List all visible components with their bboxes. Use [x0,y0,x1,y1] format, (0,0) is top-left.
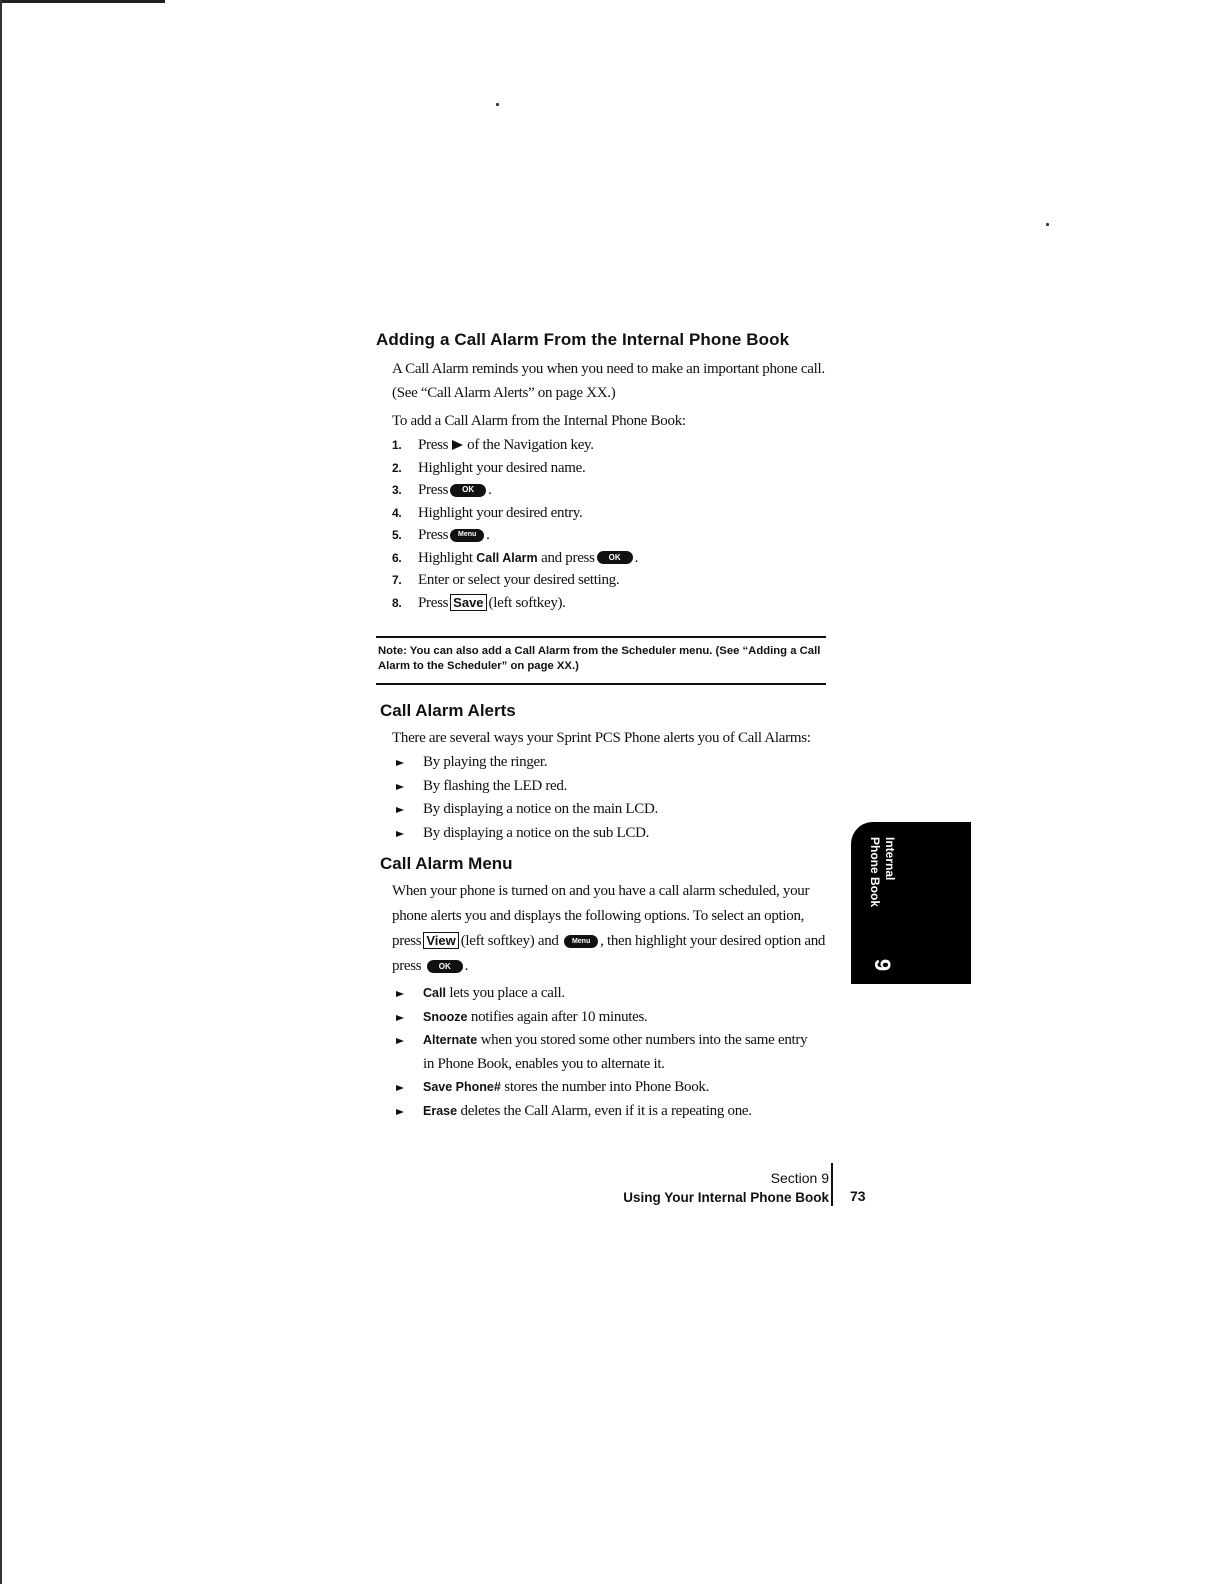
menu-options-list [376,982,831,1123]
menu-key-icon: Menu [564,935,598,948]
bullet-icon [396,807,404,813]
list-item: Snooze notifies again after 10 minutes. [376,1006,831,1030]
list-item: By displaying a notice on the main LCD. [376,798,831,822]
call-alarm-term: Call Alarm [476,550,538,565]
bullet-icon [396,1085,404,1091]
list-item: 4. Highlight your desired entry. [392,504,583,521]
list-item: 2. Highlight your desired name. [392,459,586,476]
bullet-icon [396,760,404,766]
list-item: By flashing the LED red. [376,775,831,799]
scan-speck [496,103,499,106]
menu-key-icon: Menu [450,529,484,542]
scan-left-rule [0,0,2,1584]
ok-key-icon: OK [427,960,463,973]
intro-paragraph: A Call Alarm reminds you when you need to make an important phone call. (See “Call Alarm Alerts” on page XX.) [392,361,825,401]
list-item: Save Phone# stores the number into Phone Book. [376,1076,831,1100]
view-softkey-icon: View [423,932,458,949]
list-item: Alternate when you stored some other numbers into the same entry in Phone Book, enables you to alternate it. [376,1029,831,1076]
ok-key-icon: OK [597,551,633,564]
nav-right-arrow-icon [452,440,463,450]
list-item: By displaying a notice on the sub LCD. [376,822,831,846]
list-item: 3. Press OK . [392,482,492,498]
bullet-icon [396,1038,404,1044]
bullet-icon [396,1109,404,1115]
save-softkey-icon: Save [450,594,486,611]
list-item: 8. Press Save (left softkey). [392,594,566,611]
ok-key-icon: OK [450,484,486,497]
list-item: 1. Press of the Navigation key. [392,437,594,453]
footer-chapter-title: Using Your Internal Phone Book [623,1190,829,1205]
page-number: 73 [850,1188,866,1204]
alerts-intro: There are several ways your Sprint PCS Phone alerts you of Call Alarms: [392,730,811,746]
list-item: 7. Enter or select your desired setting. [392,572,620,588]
bullet-icon [396,831,404,837]
bullet-icon [396,991,404,997]
list-item: 6. Highlight Call Alarm and press OK . [376,547,831,570]
footer-section-label: Section 9 [770,1170,829,1186]
section-tab-label: Internal Phone Book [868,837,897,908]
list-item: By playing the ringer. [376,751,831,775]
alerts-list [376,751,831,845]
section-heading-call-alarm-alerts: Call Alarm Alerts [380,701,516,720]
list-item: Erase deletes the Call Alarm, even if it is a repeating one. [376,1100,831,1124]
to-add-paragraph: To add a Call Alarm from the Internal Phone Book: [392,413,686,429]
steps-list [376,434,831,614]
bullet-icon [396,1015,404,1021]
section-heading-call-alarm-menu: Call Alarm Menu [380,854,513,873]
section-tab-number: 9 [870,958,896,972]
list-item: 5. Press Menu . [392,527,490,543]
page-footer [623,1168,829,1208]
page-content [376,330,831,1123]
note-box: Note: You can also add a Call Alarm from the Scheduler menu. (See “Adding a Call Alarm to the Scheduler” on page XX.) [376,636,826,685]
menu-paragraph: When your phone is turned on and you have a call alarm scheduled, your phone alerts you and displays the following options. To select an option, press View (left softkey) and Menu , then highlight your desired option and press OK . [392,883,826,974]
scan-speck [1046,223,1049,226]
list-item: Call lets you place a call. [376,982,831,1006]
scan-top-rule [0,0,165,3]
bullet-icon [396,784,404,790]
section-heading-adding-call-alarm: Adding a Call Alarm From the Internal Phone Book [376,330,790,349]
footer-divider [831,1163,833,1206]
